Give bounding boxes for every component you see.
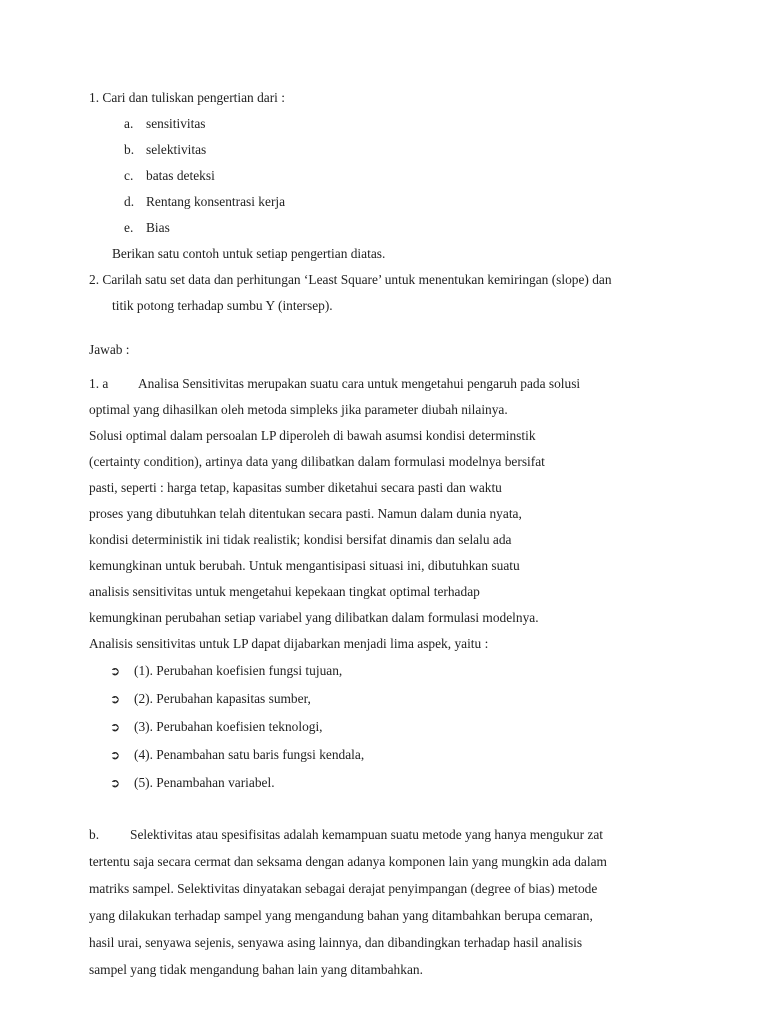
answer-b-line: matriks sampel. Selektivitas dinyatakan sebagai derajat penyimpangan (degree of bias) metode xyxy=(89,881,598,896)
q1-item-label: b. xyxy=(124,142,135,157)
answer-a-line: (certainty condition), artinya data yang dilibatkan dalam formulasi modelnya bersifat xyxy=(89,454,545,469)
q1-item-label: c. xyxy=(124,168,134,183)
q1-note: Berikan satu contoh untuk setiap pengertian diatas. xyxy=(112,246,386,261)
bullet-item: (3). Perubahan koefisien teknologi, xyxy=(134,719,323,734)
question-2-line-2: titik potong terhadap sumbu Y (intersep). xyxy=(112,298,333,313)
answer-a-line: Solusi optimal dalam persoalan LP diperoleh di bawah asumsi kondisi determinstik xyxy=(89,428,536,443)
answer-a-line: kondisi deterministik ini tidak realistik; kondisi bersifat dinamis dan selalu ada xyxy=(89,532,512,547)
answer-a-line: analisis sensitivitas untuk mengetahui kepekaan tingkat optimal terhadap xyxy=(89,584,480,599)
arrow-bullet-icon: ➲ xyxy=(110,720,121,734)
bullet-item: (5). Penambahan variabel. xyxy=(134,775,275,790)
answer-a-line: kemungkinan perubahan setiap variabel yang dilibatkan dalam formulasi modelnya. xyxy=(89,610,539,625)
answer-a-line: pasti, seperti : harga tetap, kapasitas sumber diketahui secara pasti dan waktu xyxy=(89,480,502,495)
q1-item-a xyxy=(124,116,206,132)
q1-item-text: sensitivitas xyxy=(146,116,206,131)
answer-a-line: Analisis sensitivitas untuk LP dapat dijabarkan menjadi lima aspek, yaitu : xyxy=(89,636,489,651)
answer-b-line: tertentu saja secara cermat dan seksama dengan adanya komponen lain yang mungkin ada dalam xyxy=(89,854,607,869)
answer-a-line: kemungkinan untuk berubah. Untuk mengantisipasi situasi ini, dibutuhkan suatu xyxy=(89,558,520,573)
q1-item-label: e. xyxy=(124,220,134,235)
q1-item-c xyxy=(124,168,215,184)
question-2-line-1: 2. Carilah satu set data dan perhitungan ‘Least Square’ untuk menentukan kemiringan (slope) dan xyxy=(89,272,612,287)
answer-b-label: b. xyxy=(89,827,100,842)
q1-item-text: selektivitas xyxy=(146,142,207,157)
q1-item-text: batas deteksi xyxy=(146,168,215,183)
bullet-item: (2). Perubahan kapasitas sumber, xyxy=(134,691,311,706)
answer-b-line: hasil urai, senyawa sejenis, senyawa asing lainnya, dan dibandingkan terhadap hasil analisis xyxy=(89,935,583,950)
answer-b-line: yang dilakukan terhadap sampel yang mengandung bahan yang ditambahkan berupa cemaran, xyxy=(89,908,593,923)
q1-item-label: a. xyxy=(124,116,134,131)
q1-item-text: Bias xyxy=(146,220,170,235)
q1-item-b xyxy=(124,142,206,158)
q1-item-label: d. xyxy=(124,194,135,209)
arrow-bullet-icon: ➲ xyxy=(110,776,121,790)
arrow-bullet-icon: ➲ xyxy=(110,748,121,762)
arrow-bullet-icon: ➲ xyxy=(110,664,121,678)
q1-item-d xyxy=(124,194,285,210)
arrow-bullet-icon: ➲ xyxy=(110,692,121,706)
answer-a-line: Analisa Sensitivitas merupakan suatu cara untuk mengetahui pengaruh pada solusi xyxy=(138,376,581,391)
bullet-item: (1). Perubahan koefisien fungsi tujuan, xyxy=(134,663,343,678)
q1-item-text: Rentang konsentrasi kerja xyxy=(146,194,286,209)
answer-a-line: proses yang dibutuhkan telah ditentukan secara pasti. Namun dalam dunia nyata, xyxy=(89,506,522,521)
bullet-item: (4). Penambahan satu baris fungsi kendala, xyxy=(134,747,365,762)
question-1-title: 1. Cari dan tuliskan pengertian dari : xyxy=(89,90,285,105)
answer-heading: Jawab : xyxy=(89,342,130,357)
answer-a-line: optimal yang dihasilkan oleh metoda simpleks jika parameter diubah nilainya. xyxy=(89,402,508,417)
q1-item-e xyxy=(124,220,170,236)
answer-b-line: sampel yang tidak mengandung bahan lain yang ditambahkan. xyxy=(89,962,423,977)
answer-b-line: Selektivitas atau spesifisitas adalah kemampuan suatu metode yang hanya mengukur zat xyxy=(130,827,603,842)
answer-a-label: 1. a xyxy=(89,376,109,391)
